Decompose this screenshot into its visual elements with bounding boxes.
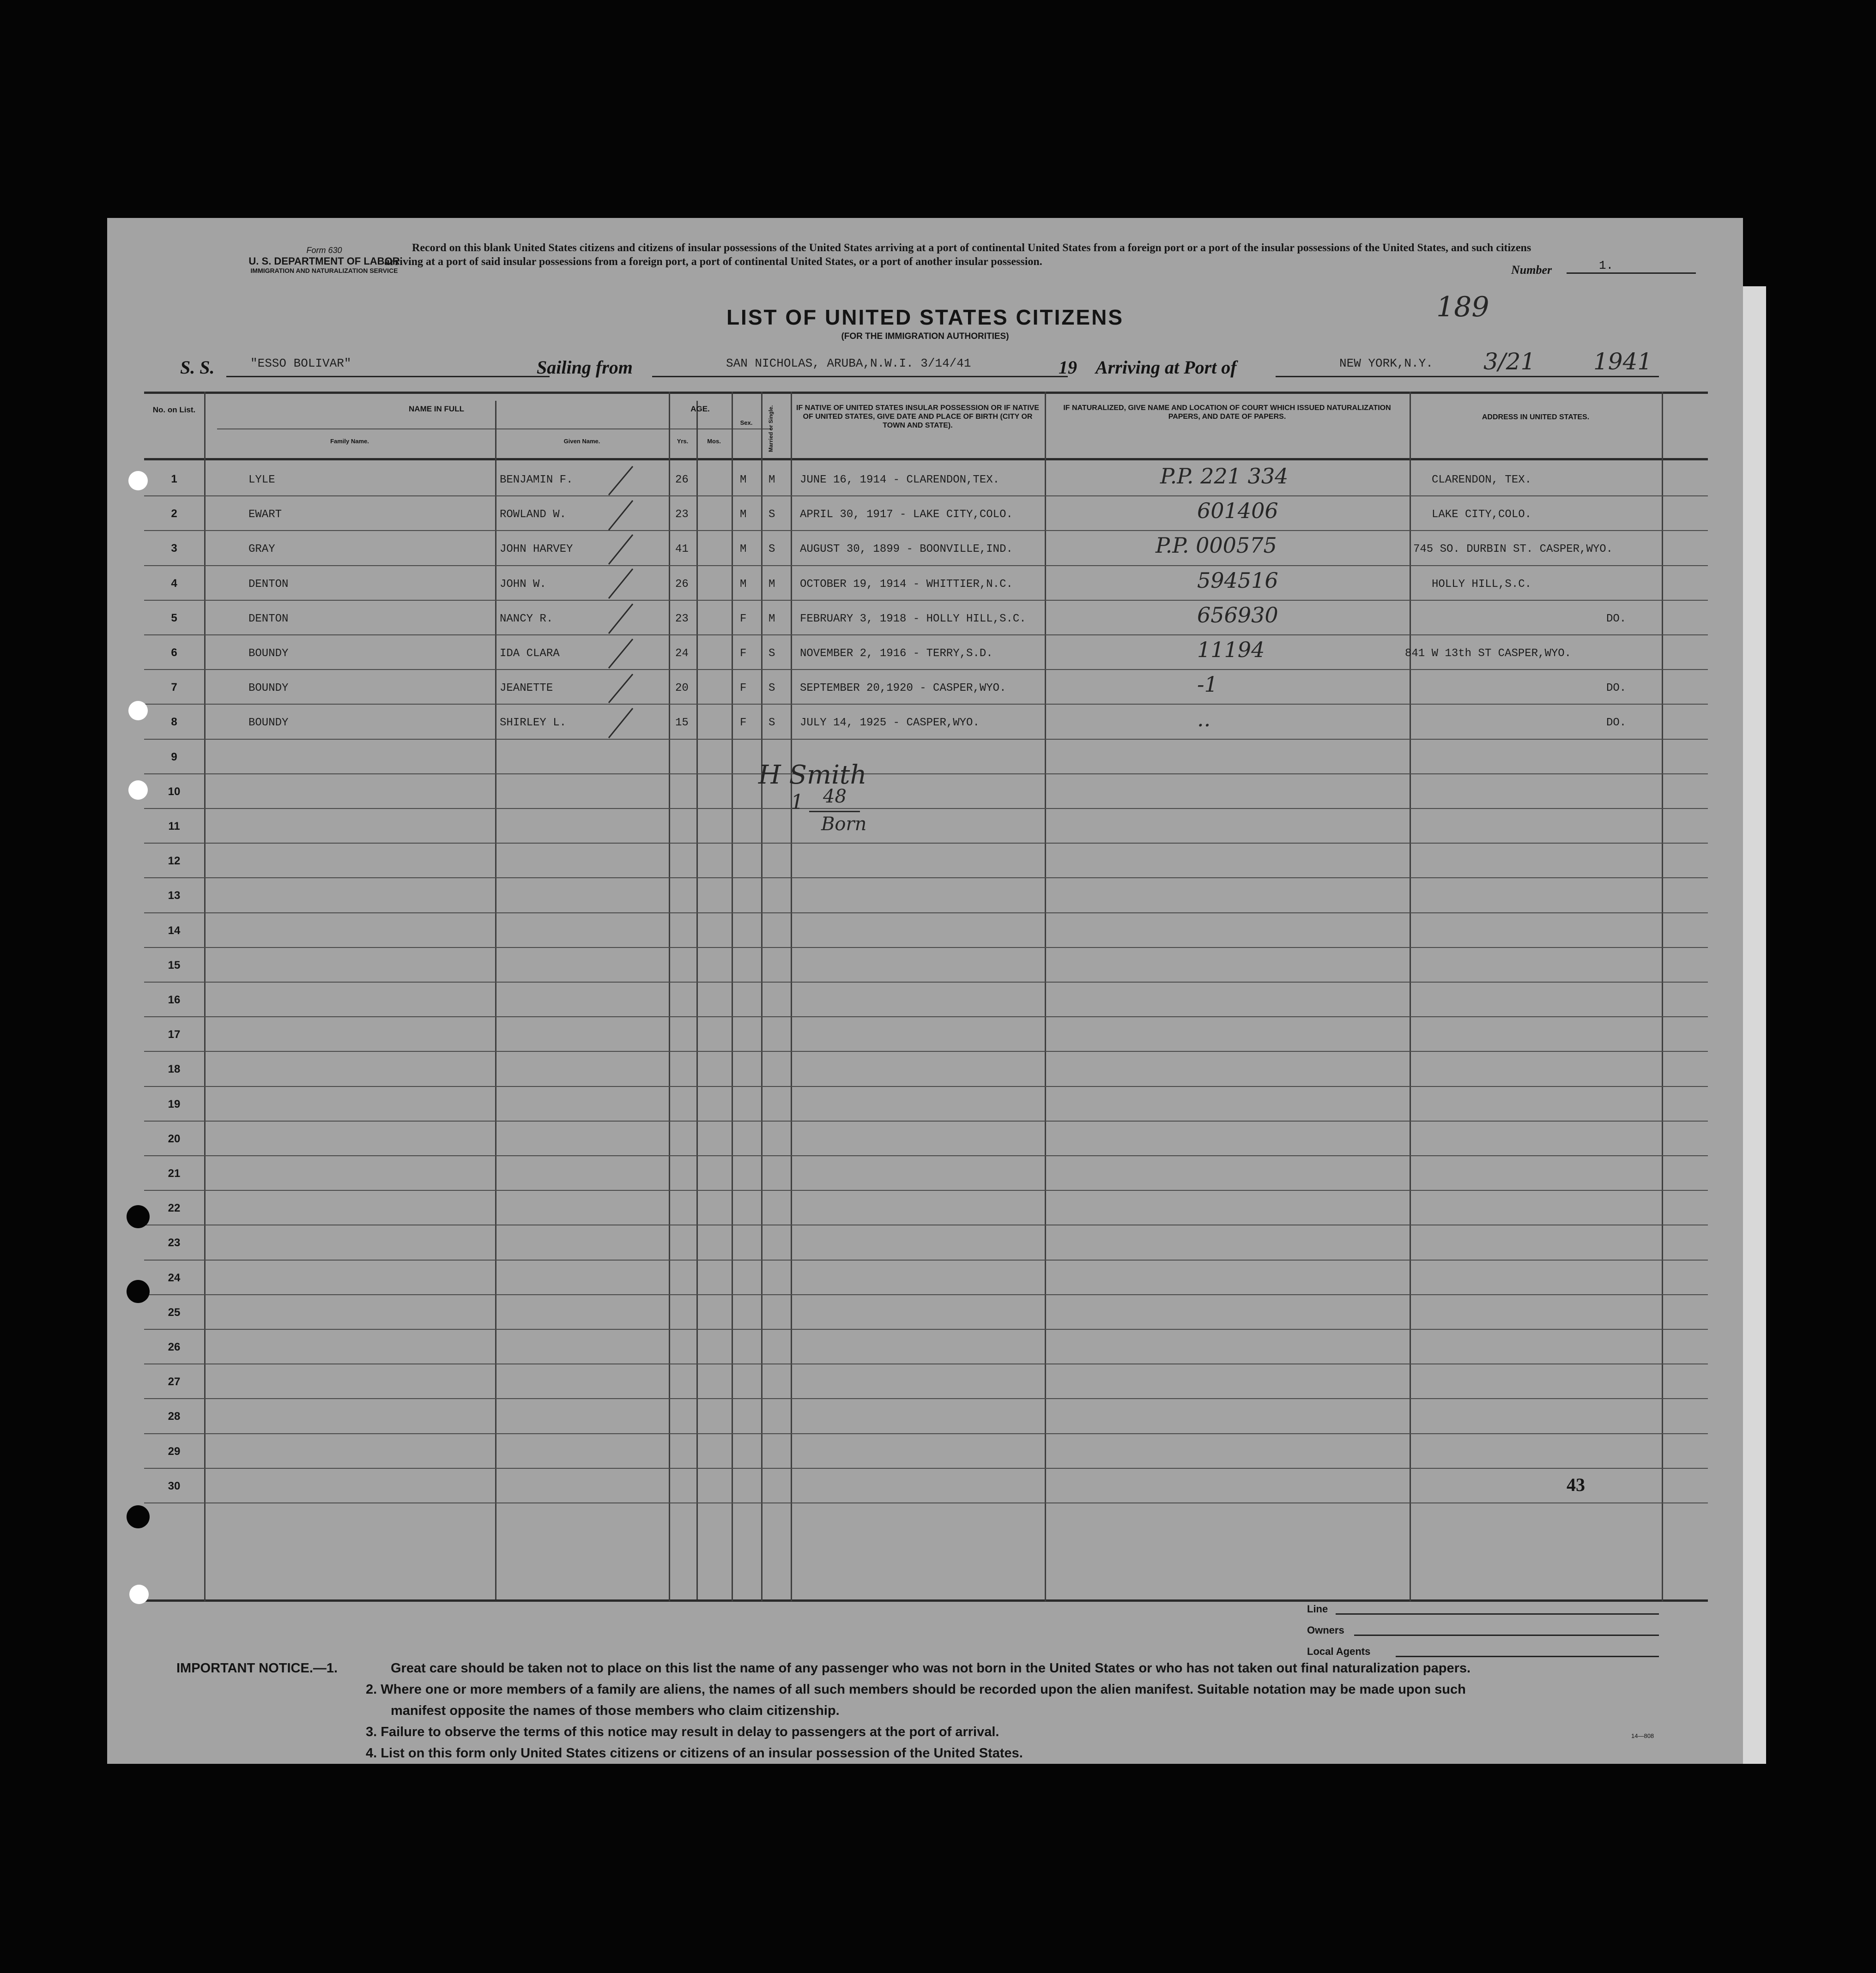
- table-top-rule: [144, 392, 1708, 394]
- row-rule: [144, 808, 1708, 809]
- header-married-single: Married or Single.: [768, 405, 774, 452]
- ss-label: S. S.: [180, 357, 215, 378]
- binder-hole: [127, 1280, 150, 1303]
- row-number: 10: [168, 785, 181, 798]
- marital-status-cell: S: [769, 543, 775, 556]
- age-years-cell: 41: [675, 543, 689, 556]
- row-rule: [144, 495, 1708, 496]
- row-number: 11: [168, 820, 180, 833]
- row-number: 23: [168, 1237, 181, 1249]
- age-years-cell: 23: [675, 508, 689, 521]
- row-rule: [144, 1155, 1708, 1156]
- row-number: 9: [171, 750, 177, 763]
- notice-item-2: 2. Where one or more members of a family are aliens, the names of all such members should be recorded upon the alien manifest. Suitable notation may be made upon such: [366, 1682, 1466, 1697]
- naturalization-papers-cell: ..: [1197, 706, 1211, 732]
- binder-hole: [127, 1205, 150, 1228]
- header-mos: Mos.: [707, 438, 721, 445]
- given-name-cell: JEANETTE: [500, 682, 553, 695]
- row-number: 14: [168, 924, 181, 937]
- col-rule: [732, 392, 733, 1601]
- local-agents-field-label: Local Agents: [1307, 1646, 1371, 1657]
- row-number: 19: [168, 1098, 181, 1110]
- naturalization-papers-cell: P.P. 000575: [1156, 533, 1277, 558]
- row-number: 30: [168, 1479, 181, 1492]
- handwritten-reference: 189: [1436, 291, 1489, 323]
- row-rule: [144, 565, 1708, 566]
- local-agents-field-rule: [1396, 1656, 1659, 1657]
- col-rule: [1662, 392, 1663, 1601]
- row-rule: [144, 634, 1708, 635]
- row-number: 24: [168, 1271, 181, 1284]
- age-years-cell: 23: [675, 612, 689, 625]
- given-name-cell: IDA CLARA: [500, 647, 560, 660]
- row-rule: [144, 669, 1708, 670]
- row-number: 7: [171, 681, 177, 694]
- address-cell: 841 W 13th ST CASPER,WYO.: [1405, 647, 1572, 660]
- naturalization-papers-cell: 656930: [1197, 602, 1278, 627]
- address-cell: 745 SO. DURBIN ST. CASPER,WYO.: [1413, 543, 1613, 556]
- fraction-bar: [809, 811, 860, 812]
- table-bottom-rule: [144, 1599, 1708, 1602]
- subheader-rule: [217, 428, 771, 429]
- sailing-label: Sailing from: [537, 357, 633, 378]
- family-name-cell: BOUNDY: [248, 647, 289, 660]
- owners-field-label: Owners: [1307, 1624, 1344, 1636]
- row-rule: [144, 1260, 1708, 1261]
- marital-status-cell: M: [769, 474, 775, 486]
- row-rule: [144, 704, 1708, 705]
- binder-hole: [127, 1505, 150, 1528]
- header-yrs: Yrs.: [677, 438, 689, 445]
- family-name-cell: LYLE: [248, 474, 275, 486]
- row-number: 27: [168, 1376, 181, 1388]
- row-rule: [144, 1329, 1708, 1330]
- notice-lead: IMPORTANT NOTICE.—1.: [176, 1661, 338, 1676]
- family-name-cell: BOUNDY: [248, 717, 289, 730]
- sailing-from: SAN NICHOLAS, ARUBA,N.W.I. 3/14/41: [726, 356, 971, 370]
- row-rule: [144, 739, 1708, 740]
- address-cell: HOLLY HILL,S.C.: [1432, 578, 1532, 591]
- row-number: 13: [168, 889, 181, 902]
- col-rule: [495, 401, 496, 1599]
- given-name-cell: ROWLAND W.: [500, 508, 567, 521]
- birth-cell: APRIL 30, 1917 - LAKE CITY,COLO.: [800, 508, 1013, 521]
- row-number: 4: [171, 577, 177, 590]
- row-number: 18: [168, 1063, 181, 1076]
- given-name-cell: NANCY R.: [500, 612, 553, 625]
- page-subtitle: (FOR THE IMMIGRATION AUTHORITIES): [841, 332, 1009, 341]
- col-rule: [1045, 392, 1046, 1601]
- row-number: 17: [168, 1028, 181, 1041]
- arrival-fill-line: [1276, 376, 1659, 377]
- sex-cell: M: [740, 508, 747, 521]
- birth-cell: JULY 14, 1925 - CASPER,WYO.: [800, 717, 980, 730]
- row-rule: [144, 912, 1708, 913]
- row-rule: [144, 530, 1708, 531]
- row-rule: [144, 1016, 1708, 1017]
- stock-number: 14—808: [1631, 1732, 1654, 1739]
- signature-annotation: H Smith: [758, 760, 867, 790]
- birth-cell: NOVEMBER 2, 1916 - TERRY,S.D.: [800, 647, 993, 660]
- row-rule: [144, 982, 1708, 983]
- header-naturalized: IF NATURALIZED, GIVE NAME AND LOCATION OF COURT WHICH ISSUED NATURALIZATION PAPERS, AND DATE OF PAPERS.: [1063, 404, 1391, 421]
- header-name-in-full: NAME IN FULL: [409, 404, 464, 413]
- row-rule: [144, 1433, 1708, 1434]
- owners-field-rule: [1354, 1635, 1659, 1636]
- binder-hole: [128, 701, 148, 720]
- page-title: LIST OF UNITED STATES CITIZENS: [726, 305, 1124, 329]
- family-name-cell: DENTON: [248, 578, 289, 591]
- col-rule: [669, 392, 670, 1601]
- marital-status-cell: S: [769, 717, 775, 730]
- address-cell: LAKE CITY,COLO.: [1432, 508, 1532, 521]
- arriving-label: Arriving at Port of: [1095, 357, 1237, 378]
- birth-cell: OCTOBER 19, 1914 - WHITTIER,N.C.: [800, 578, 1013, 591]
- family-name-cell: BOUNDY: [248, 682, 289, 695]
- binder-hole: [128, 780, 148, 800]
- age-years-cell: 15: [675, 717, 689, 730]
- given-name-cell: BENJAMIN F.: [500, 474, 573, 486]
- page-number: 43: [1567, 1474, 1585, 1495]
- ship-name: "ESSO BOLIVAR": [250, 356, 351, 370]
- service-name: IMMIGRATION AND NATURALIZATION SERVICE: [250, 266, 398, 274]
- notice-item-3: 3. Failure to observe the terms of this notice may result in delay to passengers at the port of arrival.: [366, 1725, 999, 1739]
- marital-status-cell: M: [769, 612, 775, 625]
- family-name-cell: EWART: [248, 508, 282, 521]
- sex-cell: M: [740, 543, 747, 556]
- number-value: 1.: [1567, 259, 1696, 274]
- birth-cell: SEPTEMBER 20,1920 - CASPER,WYO.: [800, 682, 1006, 695]
- row-number: 8: [171, 716, 177, 729]
- marital-status-cell: S: [769, 647, 775, 660]
- header-given-name: Given Name.: [563, 438, 600, 445]
- sex-cell: M: [740, 474, 747, 486]
- header-sex: Sex.: [740, 419, 753, 426]
- sex-cell: F: [740, 682, 747, 695]
- row-number: 25: [168, 1306, 181, 1319]
- header-address: ADDRESS IN UNITED STATES.: [1482, 413, 1590, 421]
- row-number: 1: [171, 473, 177, 485]
- given-name-cell: JOHN W.: [500, 578, 546, 591]
- col-rule: [791, 392, 792, 1601]
- marital-status-cell: M: [769, 578, 775, 591]
- row-number: 22: [168, 1202, 181, 1215]
- row-number: 2: [171, 507, 177, 520]
- year-prefix: 19: [1059, 357, 1077, 378]
- row-rule: [144, 773, 1708, 774]
- row-number: 16: [168, 994, 181, 1006]
- fraction-top: 48: [823, 786, 847, 807]
- naturalization-papers-cell: 594516: [1197, 567, 1278, 593]
- arrival-year: 1941: [1593, 348, 1652, 375]
- col-rule: [696, 401, 698, 1599]
- row-rule: [144, 600, 1708, 601]
- naturalization-papers-cell: 601406: [1197, 498, 1278, 524]
- header-no: No. on List.: [152, 405, 196, 414]
- ship-fill-line: [226, 376, 550, 377]
- family-name-cell: DENTON: [248, 612, 289, 625]
- age-years-cell: 26: [675, 578, 689, 591]
- row-number: 6: [171, 646, 177, 659]
- row-number: 29: [168, 1445, 181, 1458]
- naturalization-papers-cell: 11194: [1197, 637, 1265, 662]
- row-rule: [144, 1051, 1708, 1052]
- sailing-fill-line: [652, 376, 1068, 377]
- row-rule: [144, 1190, 1708, 1191]
- address-cell: CLARENDON, TEX.: [1432, 474, 1532, 486]
- birth-cell: AUGUST 30, 1899 - BOONVILLE,IND.: [800, 543, 1013, 556]
- row-rule: [144, 1121, 1708, 1122]
- row-number: 12: [168, 855, 181, 868]
- col-rule: [761, 392, 763, 1601]
- birth-cell: FEBRUARY 3, 1918 - HOLLY HILL,S.C.: [800, 612, 1026, 625]
- row-rule: [144, 1502, 1708, 1503]
- department-name: U. S. DEPARTMENT OF LABOR: [248, 255, 400, 267]
- sex-cell: M: [740, 578, 747, 591]
- address-cell: DO.: [1606, 612, 1627, 625]
- record-instructions: Record on this blank United States citizens and citizens of insular possessions of the United States arriving at a port of continental United States from a foreign port or a port of the insular possessions of the United States, and such citizens arriving at a port of said insular possessions from a foreign port, a port of continental United States, or a port of another insular possession.: [384, 242, 1531, 268]
- notice-item-2-continued: manifest opposite the names of those members who claim citizenship.: [391, 1703, 840, 1718]
- row-number: 20: [168, 1132, 181, 1145]
- address-cell: DO.: [1606, 682, 1627, 695]
- row-number: 3: [171, 542, 177, 555]
- col-rule: [204, 392, 206, 1601]
- sex-cell: F: [740, 717, 747, 730]
- notice-item-1: Great care should be taken not to place on this list the name of any passenger who was not born in the United States or who has not taken out final naturalization papers.: [391, 1661, 1471, 1676]
- manifest-sheet: [107, 218, 1743, 1764]
- line-field-rule: [1336, 1613, 1659, 1615]
- notice-item-4: 4. List on this form only United States citizens or citizens of an insular possession of the United States.: [366, 1746, 1023, 1761]
- binder-hole: [128, 471, 148, 490]
- row-rule: [144, 1294, 1708, 1295]
- line-field-label: Line: [1307, 1603, 1328, 1615]
- age-years-cell: 20: [675, 682, 689, 695]
- header-age: AGE.: [690, 404, 710, 413]
- age-years-cell: 24: [675, 647, 689, 660]
- row-number: 5: [171, 611, 177, 624]
- arrival-port: NEW YORK,N.Y.: [1339, 356, 1433, 370]
- form-number: Form 630: [306, 246, 342, 255]
- underlying-sheet: [1741, 286, 1766, 1764]
- header-bottom-rule: [144, 458, 1708, 460]
- col-rule: [1410, 392, 1411, 1601]
- sex-cell: F: [740, 647, 747, 660]
- fraction-numerator: 1: [791, 790, 804, 814]
- row-number: 28: [168, 1410, 181, 1423]
- number-label: Number: [1511, 263, 1552, 277]
- row-rule: [144, 1468, 1708, 1469]
- marital-status-cell: S: [769, 682, 775, 695]
- row-number: 26: [168, 1341, 181, 1353]
- family-name-cell: GRAY: [248, 543, 275, 556]
- fraction-bottom: Born: [821, 814, 867, 835]
- given-name-cell: JOHN HARVEY: [500, 543, 573, 556]
- header-family-name: Family Name.: [330, 438, 369, 445]
- birth-cell: JUNE 16, 1914 - CLARENDON,TEX.: [800, 474, 1000, 486]
- row-number: 15: [168, 959, 181, 971]
- arrival-date: 3/21: [1483, 348, 1536, 375]
- naturalization-papers-cell: P.P. 221 334: [1160, 464, 1289, 489]
- binder-hole: [129, 1585, 149, 1604]
- row-rule: [144, 1086, 1708, 1087]
- row-number: 21: [168, 1167, 181, 1180]
- sex-cell: F: [740, 612, 747, 625]
- marital-status-cell: S: [769, 508, 775, 521]
- row-rule: [144, 1398, 1708, 1399]
- given-name-cell: SHIRLEY L.: [500, 717, 567, 730]
- row-rule: [144, 843, 1708, 844]
- passenger-table: [144, 392, 1708, 1601]
- age-years-cell: 26: [675, 474, 689, 486]
- row-rule: [144, 877, 1708, 878]
- row-rule: [144, 947, 1708, 948]
- naturalization-papers-cell: -1: [1197, 672, 1218, 697]
- address-cell: DO.: [1606, 717, 1627, 730]
- header-birth: IF NATIVE OF UNITED STATES INSULAR POSSESSION OR IF NATIVE OF UNITED STATES, GIVE DATE AND PLACE OF BIRTH (CITY OR TOWN AND STATE).: [796, 404, 1039, 430]
